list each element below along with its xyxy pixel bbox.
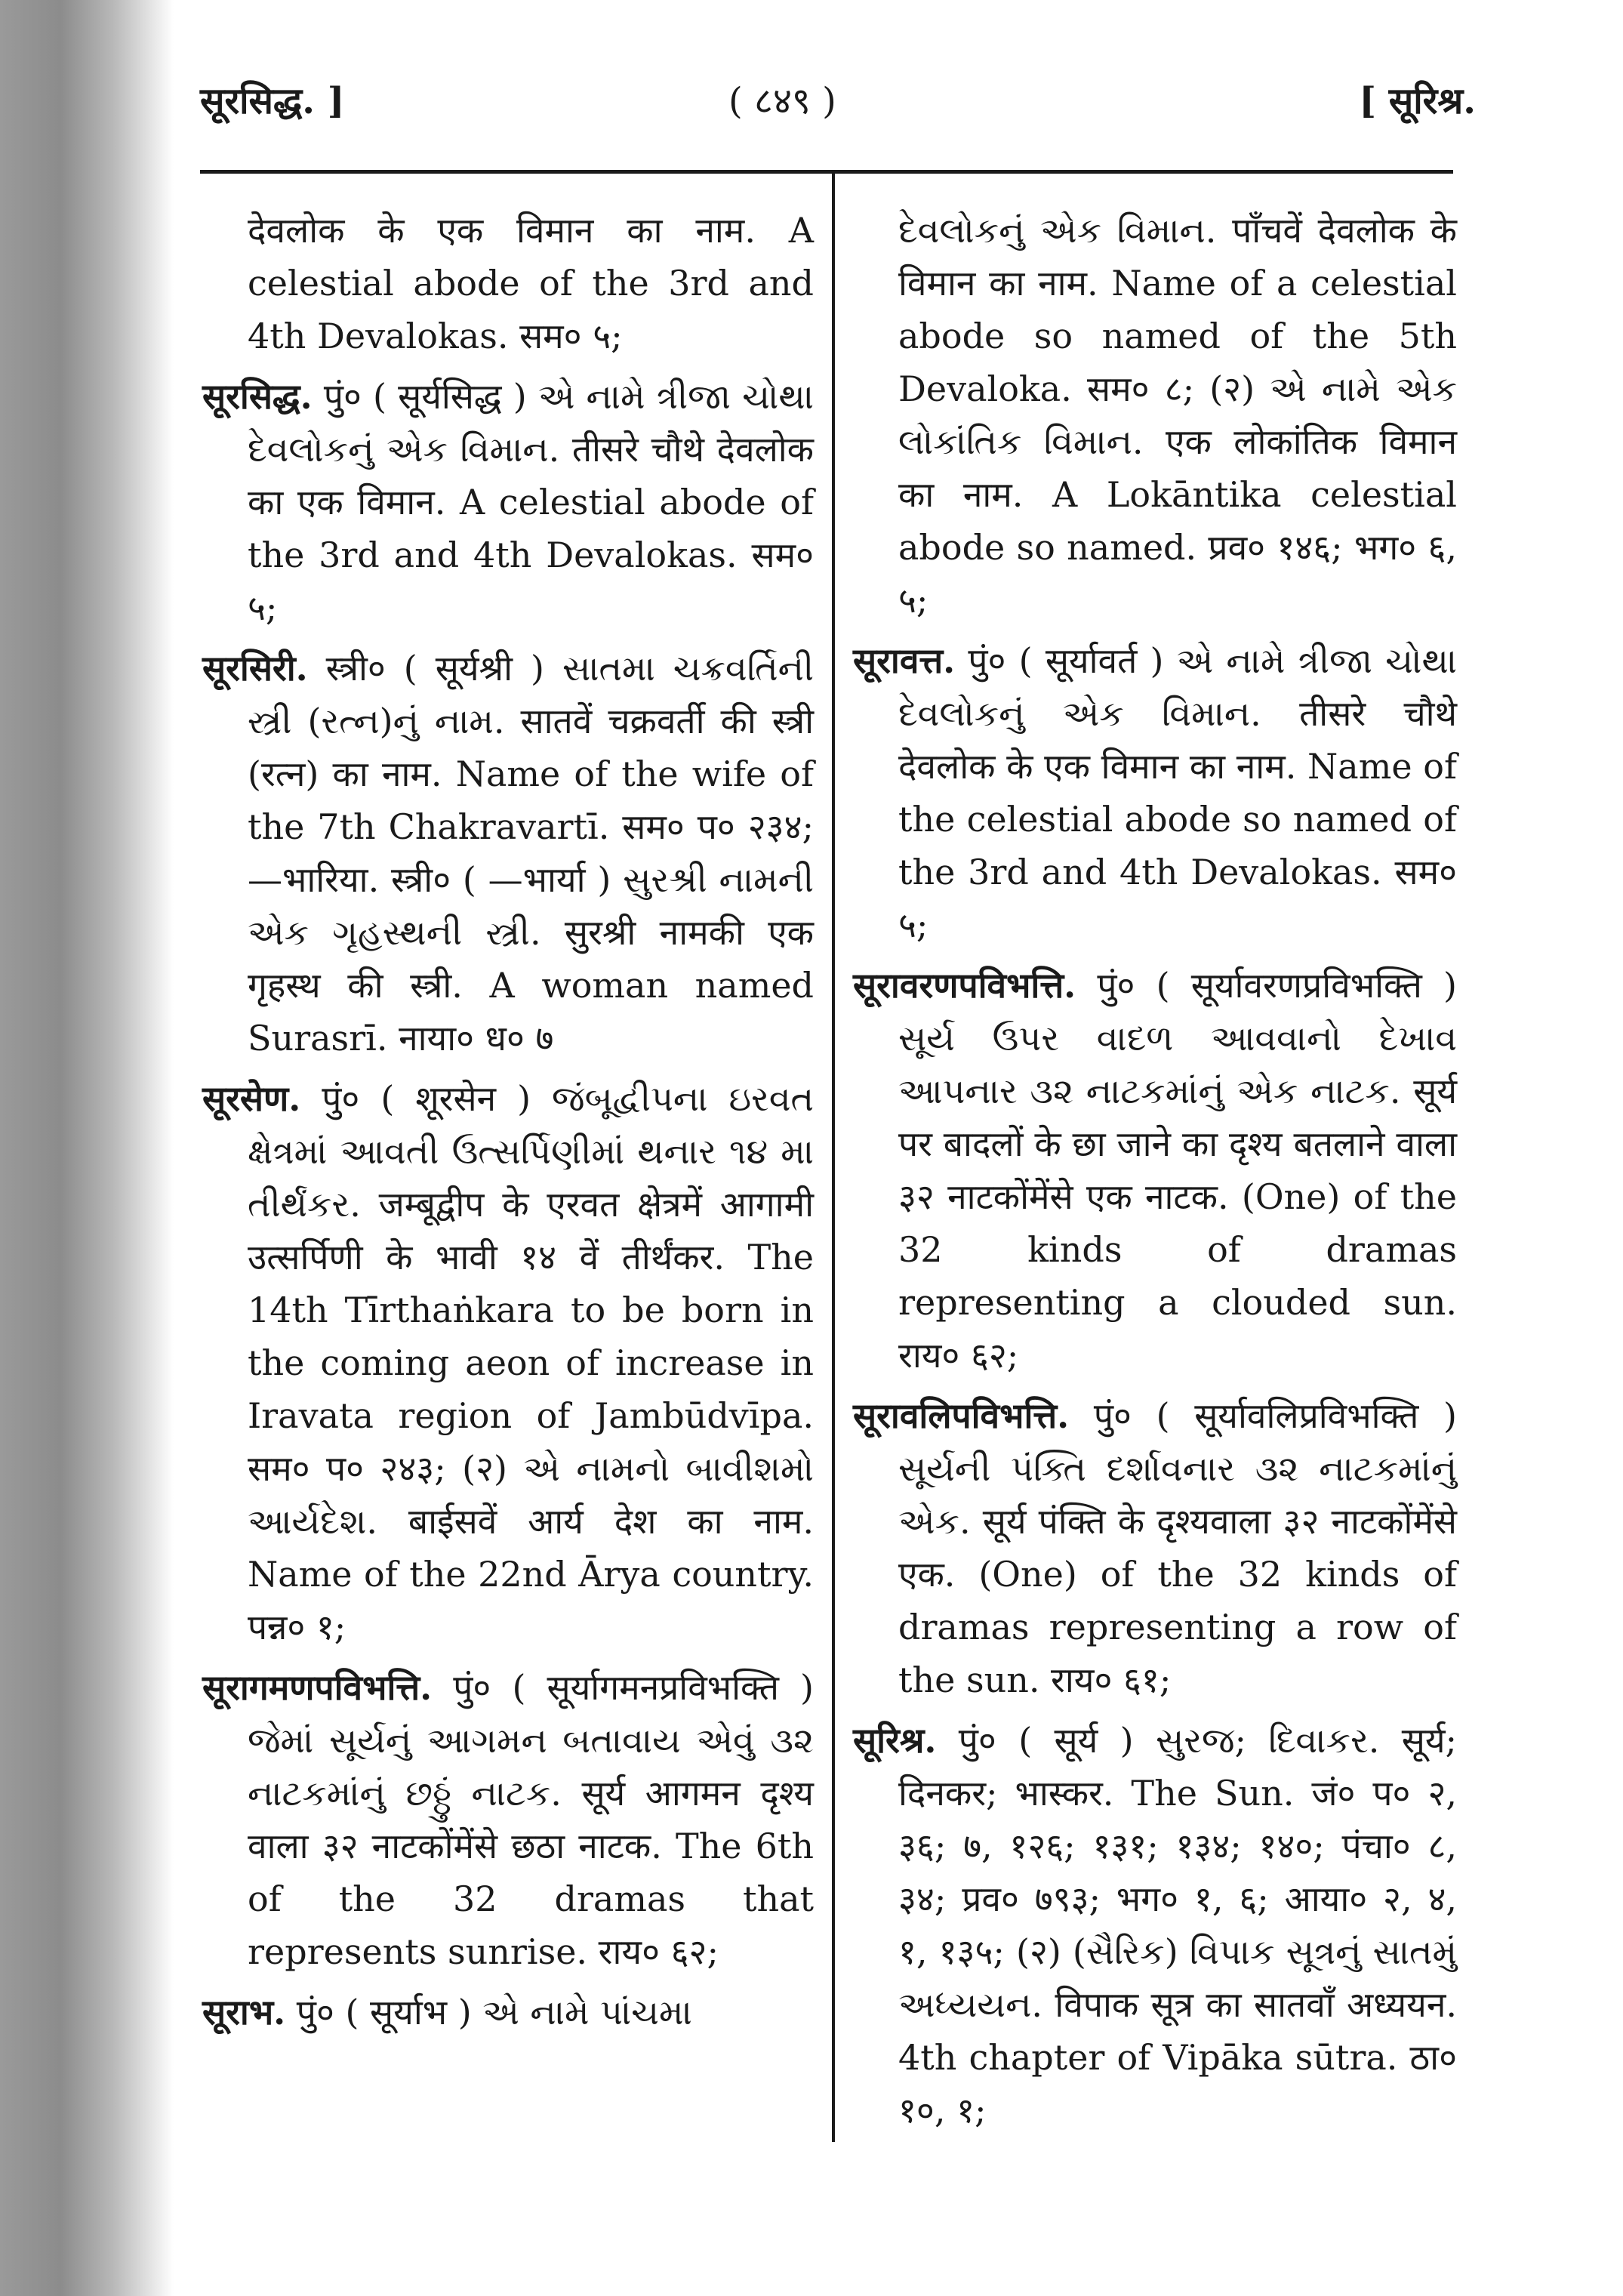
entry-headword: सूरसेण.: [202, 1078, 301, 1119]
entry-text: पुं० ( सूर्यावरणप्रविभक्ति ) સૂર્ય ઉપર વાદળ આવવાનો દેખાવ આપનાર ૩૨ નાટકમાંનું એક નાટક. सूर्य पर बादलों के छा जाने का दृश्य बतलाने वाला ३२ नाटकोंमेंसे एक नाटक. (One) of the 32 kinds of dramas representing a clouded sun. राय० ६२;: [898, 965, 1457, 1376]
page-number: ( ८४९ ): [728, 80, 836, 122]
dictionary-entry: [202, 1661, 814, 1978]
entry-text: पुं० ( सूर्य ) સુરજ; દિવાકર. सूर्य; दिनकर; भास्कर. The Sun. जं० प० २, ३६; ७, १२६; १३१; १३४; १४०; पंचा० ८, ३४; प्रव० ७९३; भग० १, ६; आया० २, ४, १, १३५; (२) (સૈરિક) વિપાક સૂત્રનું સાતમું અધ્યયન. विपाक सूत्र का सातवाँ अध्ययन. 4th chapter of Vipāka sūtra. ठा० १०, १;: [898, 1720, 1457, 2131]
dictionary-entry: [853, 1389, 1457, 1706]
dictionary-entry: [853, 959, 1457, 1382]
entry-headword: सूरावलिपविभत्ति.: [853, 1395, 1070, 1436]
entry-headword: सूरावरणपविभत्ति.: [853, 965, 1076, 1006]
dictionary-entry: [202, 370, 814, 634]
entry-text: पुं० ( सूर्यसिद्ध ) એ નામે ત્રીજા ચોથા દેવલોકનું એક વિમાન. तीसरे चौथे देवलोक का एक विमान. A celestial abode of the 3rd and 4th Devalokas. सम० ५;: [248, 376, 814, 628]
entry-text: पुं० ( सूर्यावर्त ) એ નામે ત્રીજા ચોથા દેવલોકનું એક વિમાન. तीसरे चौथे देवलोक के एक विमान का नाम. Name of the celestial abode so named of the 3rd and 4th Devalokas. सम० ५;: [898, 640, 1457, 945]
dictionary-entry: [202, 642, 814, 1065]
entry-headword: सूरावत्त.: [853, 640, 956, 681]
right-column: [853, 204, 1457, 2144]
entry-text: देवलोक के एक विमान का नाम. A celestial abode of the 3rd and 4th Devalokas. सम० ५;: [248, 210, 814, 356]
dictionary-entry: [853, 634, 1457, 951]
header-rule: [200, 170, 1453, 174]
dictionary-entry: [853, 204, 1457, 627]
binding-shadow: [0, 0, 174, 2296]
entry-text: पुं० ( सूर्यागमनप्रविभक्ति ) જેમાં સૂર્યનું આગમન બતાવાય એવું ૩૨ નાટકમાંનું છઠ્ઠું નાટક. सूर्य आगमन दृश्य वाला ३२ नाटकोंमेंसे छठा नाटक. The 6th of the 32 dramas that represents sunrise. राय० ६२;: [248, 1667, 814, 1972]
entry-headword: सूरसिद्ध.: [202, 376, 313, 417]
entry-text: स्त्री० ( सूर्यश्री ) સાતમા ચક્રવર્તિની સ્ત્રી (રત્ન)નું નામ. सातवें चक्रवर्ती की स्त्री (रत्न) का नाम. Name of the wife of the 7th Chakravartī. सम० प० २३४; —भारिया. स्त्री० ( —भार्या ) સુરશ્રી નામની એક ગૃહસ્થની સ્ત્રી. सुरश्री नामकी एक गृहस्थ की स्त्री. A woman named Surasrī. नाया० ध० ७: [248, 648, 814, 1059]
entry-text: पुं० ( सूर्याभ ) એ નામે પાંચમા: [285, 1992, 692, 2032]
entry-headword: सूराभ.: [202, 1992, 286, 2032]
dictionary-entry: [202, 204, 814, 362]
entry-headword: सूरसिरी.: [202, 648, 308, 689]
page-header: [200, 68, 1476, 136]
entry-text: पुं० ( शूरसेन ) જંબૂદ્વીપના ઇરવત ક્ષેત્રમાં આવતી ઉત્સર્પિણીમાં થનાર ૧૪ મા તીર્થંકર. जम्बूद्वीप के एरवत क्षेत्रमें आगामी उत्सर्पिणी के भावी १४ वें तीर्थंकर. The 14th Tīrthaṅkara to be born in the coming aeon of increase in Iravata region of Jambūdvīpa. सम० प० २४३; (२) એ નામનો બાવીશમો આર્યદેશ. बाईसवें आर्य देश का नाम. Name of the 22nd Ārya country. पन्न० १;: [248, 1078, 814, 1647]
header-right-guideword: [ सूरिश्र.: [1359, 80, 1476, 122]
dictionary-entry: [853, 1714, 1457, 2137]
column-divider: [832, 171, 835, 2142]
entry-headword: सूरिश्र.: [853, 1720, 937, 1761]
entry-text: पुं० ( सूर्यावलिप्रविभक्ति ) સૂર્યની પંક્તિ દર્શાવનાર ૩૨ નાટકમાંનું એક. सूर्य पंक्ति के दृश्यवाला ३२ नाटकोंमेंसे एक. (One) of the 32 kinds of dramas representing a row of the sun. राय० ६१;: [898, 1395, 1457, 1700]
left-column: [202, 204, 814, 2046]
dictionary-entry: [202, 1072, 814, 1653]
dictionary-entry: [202, 1986, 814, 2039]
entry-headword: सूरागमणपविभत्ति.: [202, 1667, 433, 1708]
header-left-guideword: सूरसिद्ध. ]: [200, 80, 345, 122]
entry-text: દેવલોકનું એક વિમાન. पाँचवें देवलोक के विमान का नाम. Name of a celestial abode so named of the 5th Devaloka. सम० ८; (२) એ નામે એક લોકાંતિક વિમાન. एक लोकांतिक विमान का नाम. A Lokāntika celestial abode so named. प्रव० १४६; भग० ६, ५;: [898, 210, 1457, 621]
